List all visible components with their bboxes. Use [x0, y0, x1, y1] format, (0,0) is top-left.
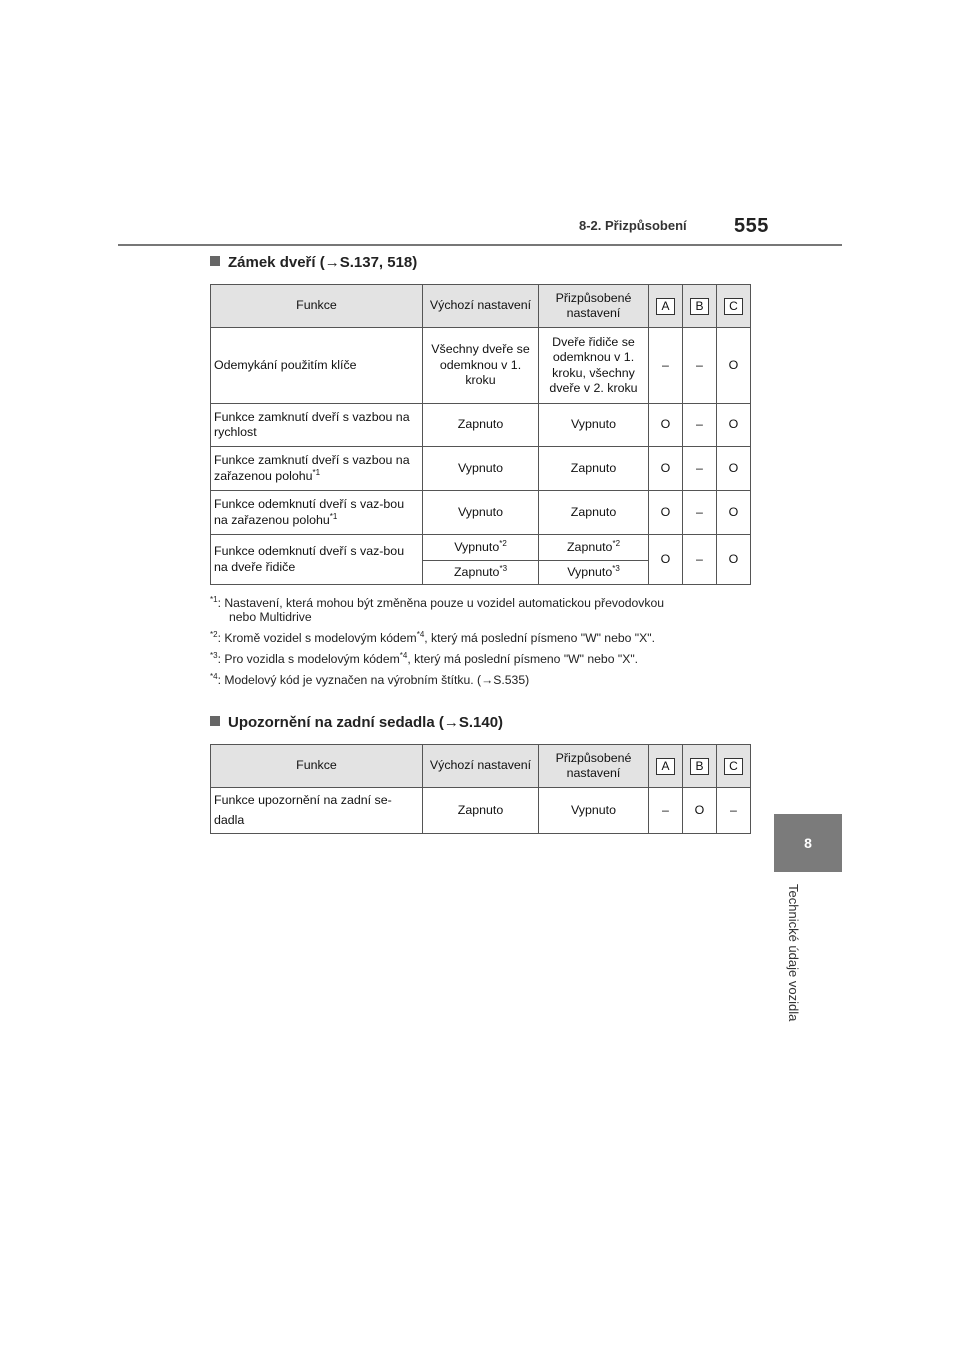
- cell-a: O: [649, 447, 683, 491]
- cell-prizpusobene: [539, 535, 649, 561]
- header-c: [717, 285, 751, 328]
- rear-seat-table: [210, 744, 751, 834]
- cell-c: O: [717, 447, 751, 491]
- footnote-ref: *1: [312, 467, 321, 477]
- footnote-ref: *1: [329, 511, 338, 521]
- cell-text: Vypnuto: [454, 539, 500, 554]
- footnote-text: , který má poslední písmeno "W" nebo "X".: [407, 652, 639, 666]
- label-c-box: C: [724, 298, 743, 315]
- cell-c: O: [717, 491, 751, 535]
- cell-vychozi: [423, 561, 539, 585]
- door-lock-table: [210, 284, 751, 585]
- cell-text: Zapnuto: [453, 564, 500, 579]
- label-a-box: A: [656, 298, 675, 315]
- cell-funkce: [211, 447, 423, 491]
- cell-funkce-text: Funkce zamknutí dveří s vazbou na zařazenou polohu: [214, 453, 410, 483]
- cell-b: O: [683, 788, 717, 834]
- footnote-text: : Pro vozidla s modelovým kódem: [217, 652, 400, 666]
- cell-c: –: [717, 788, 751, 834]
- header-vychozi: Výchozí nastavení: [423, 745, 539, 788]
- cell-funkce: Odemykání použitím klíče: [211, 328, 423, 404]
- cell-prizpusobene: Vypnuto: [539, 788, 649, 834]
- cell-vychozi: Vypnuto: [423, 447, 539, 491]
- footnote-text: , který má poslední písmeno "W" nebo "X".: [424, 631, 655, 645]
- cell-funkce-text: Funkce odemknutí dveří s vaz-bou na zařazenou polohu: [214, 497, 405, 527]
- section-heading-text: Upozornění na zadní sedadla (→S.140): [228, 714, 504, 731]
- section-heading-door-lock: [210, 254, 417, 271]
- footnotes: [210, 596, 770, 694]
- footnote-ref: *3: [612, 563, 620, 573]
- cell-funkce: Funkce upozornění na zadní se-dadla: [211, 788, 423, 834]
- cell-text: Vypnuto: [567, 564, 613, 579]
- header-funkce: Funkce: [211, 745, 423, 788]
- cell-a: O: [649, 404, 683, 447]
- cell-a: O: [649, 491, 683, 535]
- cell-c: O: [717, 535, 751, 585]
- cell-b: –: [683, 404, 717, 447]
- cell-funkce: Funkce zamknutí dveří s vazbou na rychlost: [211, 404, 423, 447]
- table-row: [211, 404, 751, 447]
- cell-b: –: [683, 328, 717, 404]
- footnote-ref: *2: [499, 538, 507, 548]
- table-row: [211, 535, 751, 561]
- cell-vychozi: Vypnuto: [423, 491, 539, 535]
- cell-b: –: [683, 535, 717, 585]
- footnote-text: : Modelový kód je vyznačen na výrobním štítku. (→S.535): [217, 673, 530, 687]
- footnote-4: [210, 673, 770, 687]
- bullet-square-icon: [210, 716, 220, 726]
- footnote-mark: *2: [210, 629, 218, 639]
- footnote-mark: *4: [210, 671, 218, 681]
- bullet-square-icon: [210, 256, 220, 266]
- footnote-ref: *4: [399, 650, 408, 660]
- footnote-text: : Kromě vozidel s modelovým kódem: [217, 631, 417, 645]
- cell-vychozi: Zapnuto: [423, 788, 539, 834]
- label-b-box: B: [690, 298, 709, 315]
- footnote-1: [210, 596, 770, 624]
- section-title: 8-2. Přizpůsobení: [579, 218, 687, 233]
- label-a-box: A: [656, 758, 675, 775]
- chapter-label: Technické údaje vozidla: [786, 884, 801, 1022]
- section-heading-text: Zámek dveří (→S.137, 518): [228, 254, 418, 271]
- footnote-3: [210, 652, 770, 666]
- cell-prizpusobene: Zapnuto: [539, 447, 649, 491]
- footnote-mark: *1: [210, 594, 218, 604]
- label-b-box: B: [690, 758, 709, 775]
- table-header-row: [211, 285, 751, 328]
- table-row: [211, 491, 751, 535]
- table-row: [211, 447, 751, 491]
- footnote-text: : Nastavení, která mohou být změněna pouze u vozidel automatickou převodovkou: [217, 596, 665, 610]
- section-heading-rear-seat: [210, 714, 503, 731]
- footnote-ref: *4: [416, 629, 425, 639]
- cell-funkce: [211, 491, 423, 535]
- cell-c: O: [717, 328, 751, 404]
- footnote-2: [210, 631, 770, 645]
- cell-a: –: [649, 328, 683, 404]
- footnote-ref: *2: [612, 538, 621, 548]
- cell-c: O: [717, 404, 751, 447]
- table-header-row: [211, 745, 751, 788]
- cell-b: –: [683, 491, 717, 535]
- footnote-mark: *3: [210, 650, 218, 660]
- header-a: [649, 285, 683, 328]
- cell-vychozi: Zapnuto: [423, 404, 539, 447]
- cell-prizpusobene: Dveře řidiče se odemknou v 1. kroku, všechny dveře v 2. kroku: [539, 328, 649, 404]
- cell-b: –: [683, 447, 717, 491]
- cell-prizpusobene: Zapnuto: [539, 491, 649, 535]
- cell-a: –: [649, 788, 683, 834]
- cell-vychozi: [423, 535, 539, 561]
- table-row: [211, 788, 751, 834]
- label-c-box: C: [724, 758, 743, 775]
- cell-vychozi: Všechny dveře se odemknou v 1. kroku: [423, 328, 539, 404]
- table-row: [211, 328, 751, 404]
- footnote-ref: *3: [499, 563, 508, 573]
- header-c: [717, 745, 751, 788]
- header-a: [649, 745, 683, 788]
- cell-prizpusobene: [539, 561, 649, 585]
- page-number: 555: [734, 215, 769, 237]
- header-vychozi: Výchozí nastavení: [423, 285, 539, 328]
- cell-a: O: [649, 535, 683, 585]
- header-funkce: Funkce: [211, 285, 423, 328]
- cell-funkce: Funkce odemknutí dveří s vaz-bou na dveře řidiče: [211, 535, 423, 585]
- footnote-continuation: nebo Multidrive: [229, 610, 312, 624]
- header-b: [683, 285, 717, 328]
- header-divider: [118, 244, 842, 246]
- header-prizpusobene: Přizpůsobené nastavení: [539, 285, 649, 328]
- cell-prizpusobene: Vypnuto: [539, 404, 649, 447]
- cell-text: Zapnuto: [566, 539, 613, 554]
- chapter-tab: 8: [774, 814, 842, 872]
- header-b: [683, 745, 717, 788]
- header-prizpusobene: Přizpůsobené nastavení: [539, 745, 649, 788]
